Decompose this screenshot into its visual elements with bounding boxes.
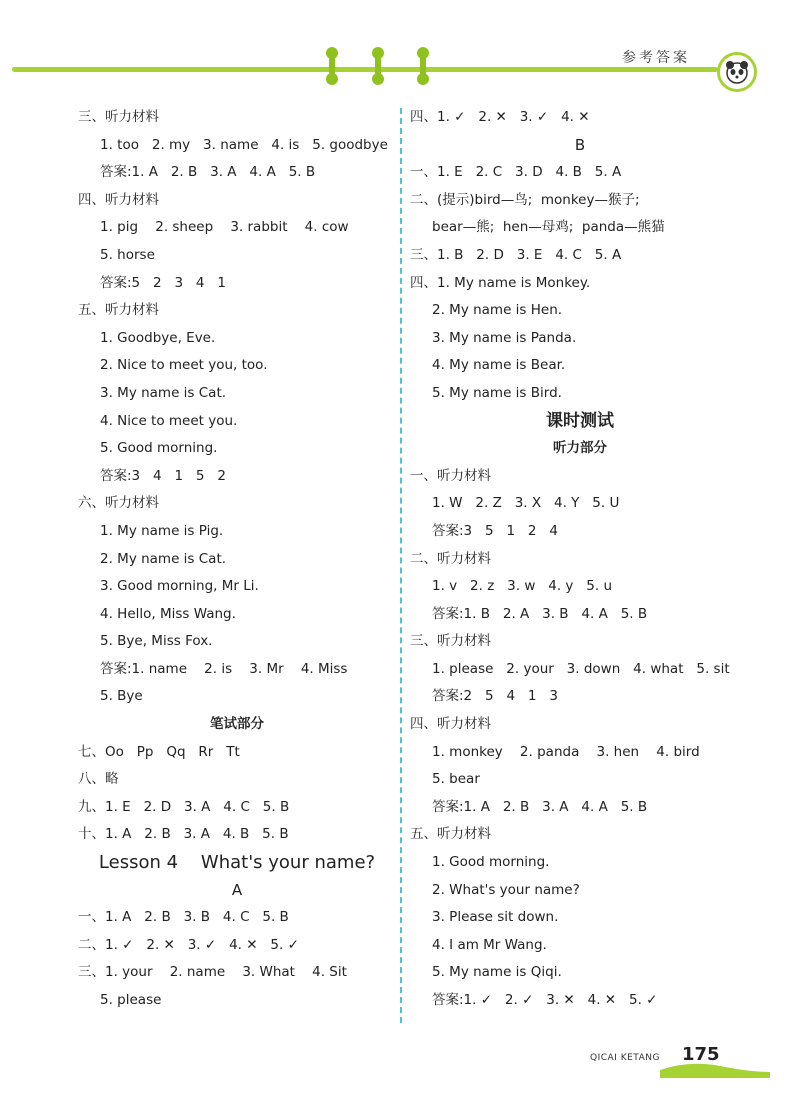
subsection-title: 听力部分 <box>553 440 607 457</box>
text-line: bear—熊; hen—母鸡; panda—熊猫 <box>432 219 665 236</box>
text-line: 1. My name is Pig. <box>100 522 224 539</box>
answer-line: 二、1. ✓ 2. ✕ 3. ✓ 4. ✕ 5. ✓ <box>78 936 299 953</box>
text-line: 5. My name is Bird. <box>432 384 562 401</box>
answer-line: 答案:3 4 1 5 2 <box>100 467 226 484</box>
text-line: 2. Nice to meet you, too. <box>100 357 268 374</box>
text-line: 1. too 2. my 3. name 4. is 5. goodbye <box>100 136 388 153</box>
page-number: 175 <box>682 1044 720 1065</box>
answer-line: 答案:2 5 4 1 3 <box>432 688 558 705</box>
left-column <box>78 104 396 1015</box>
answer-line: 答案:1. ✓ 2. ✓ 3. ✕ 4. ✕ 5. ✓ <box>432 992 658 1008</box>
right-column <box>410 104 750 1015</box>
text-line: 4. My name is Bear. <box>432 357 566 374</box>
answer-line: 答案:1. B 2. A 3. B 4. A 5. B <box>432 605 648 622</box>
text-line: 3. My name is Cat. <box>100 384 227 401</box>
text-line: 5. Bye <box>100 688 143 705</box>
answer-line: 一、1. E 2. C 3. D 4. B 5. A <box>410 164 622 181</box>
text-line: 5. horse <box>100 246 155 263</box>
section-heading: 五、听力材料 <box>410 826 491 843</box>
answer-line: 答案:5 2 3 4 1 <box>100 274 226 291</box>
section-heading: 一、听力材料 <box>410 467 491 484</box>
text-line: 5. please <box>100 992 162 1008</box>
text-line: 3. Good morning, Mr Li. <box>100 578 259 595</box>
text-line: 5. My name is Qiqi. <box>432 964 562 981</box>
part-label: A <box>231 880 243 899</box>
text-line: 1. v 2. z 3. w 4. y 5. u <box>432 578 613 595</box>
text-line: 3. My name is Panda. <box>432 329 577 346</box>
text-line: 1. Goodbye, Eve. <box>100 329 216 346</box>
answer-line: 一、1. A 2. B 3. B 4. C 5. B <box>78 909 289 926</box>
section-heading: 四、听力材料 <box>410 716 491 733</box>
answer-line: 三、1. your 2. name 3. What 4. Sit <box>78 964 347 981</box>
section-heading: 二、听力材料 <box>410 550 491 567</box>
section-heading: 八、略 <box>78 771 119 788</box>
panda-logo-icon <box>717 52 757 92</box>
text-line: 1. pig 2. sheep 3. rabbit 4. cow <box>100 219 349 236</box>
lesson-title: Lesson 4 What's your name? <box>98 852 376 874</box>
text-line: 1. please 2. your 3. down 4. what 5. sit <box>432 660 730 677</box>
footer-brand: QICAI KETANG <box>590 1053 660 1063</box>
section-heading: 三、听力材料 <box>410 633 491 650</box>
text-line: 4. Hello, Miss Wang. <box>100 605 236 622</box>
section-heading: 六、听力材料 <box>78 495 159 512</box>
text-line: 2. My name is Cat. <box>100 550 227 567</box>
binder-pin <box>329 51 335 81</box>
section-heading: 四、听力材料 <box>78 191 159 208</box>
section-heading: 三、听力材料 <box>78 109 159 125</box>
answer-line: 答案:3 5 1 2 4 <box>432 522 558 539</box>
header-bar <box>12 67 718 72</box>
binder-pin <box>375 51 381 81</box>
test-title: 课时测试 <box>546 410 614 431</box>
text-line: 5. Good morning. <box>100 440 218 457</box>
answer-line: 三、1. B 2. D 3. E 4. C 5. A <box>410 246 622 263</box>
part-label: B <box>574 135 586 154</box>
answer-line: 答案:1. A 2. B 3. A 4. A 5. B <box>100 164 316 181</box>
answer-line: 十、1. A 2. B 3. A 4. B 5. B <box>78 826 289 843</box>
answer-line: 二、(提示)bird—鸟; monkey—猴子; <box>410 191 640 208</box>
text-line: 1. Good morning. <box>432 854 550 871</box>
answer-line: 四、1. My name is Monkey. <box>410 274 591 291</box>
answer-line: 答案:1. name 2. is 3. Mr 4. Miss <box>100 660 348 677</box>
column-divider <box>400 108 402 1023</box>
text-line: 2. What's your name? <box>432 881 580 898</box>
text-line: 4. Nice to meet you. <box>100 412 238 429</box>
answer-line: 答案:1. A 2. B 3. A 4. A 5. B <box>432 798 648 815</box>
section-heading: 七、Oo Pp Qq Rr Tt <box>78 743 240 760</box>
text-line: 4. I am Mr Wang. <box>432 936 547 953</box>
text-line: 3. Please sit down. <box>432 909 559 926</box>
text-line: 1. monkey 2. panda 3. hen 4. bird <box>432 743 700 760</box>
text-line: 2. My name is Hen. <box>432 302 563 319</box>
answer-line: 四、1. ✓ 2. ✕ 3. ✓ 4. ✕ <box>410 109 590 125</box>
subsection-title: 笔试部分 <box>210 716 264 733</box>
header-label: 参考答案 <box>622 50 690 66</box>
binder-pin <box>420 51 426 81</box>
section-heading: 五、听力材料 <box>78 302 159 319</box>
text-line: 5. bear <box>432 771 480 788</box>
answer-line: 九、1. E 2. D 3. A 4. C 5. B <box>78 798 290 815</box>
text-line: 5. Bye, Miss Fox. <box>100 633 213 650</box>
text-line: 1. W 2. Z 3. X 4. Y 5. U <box>432 495 620 512</box>
